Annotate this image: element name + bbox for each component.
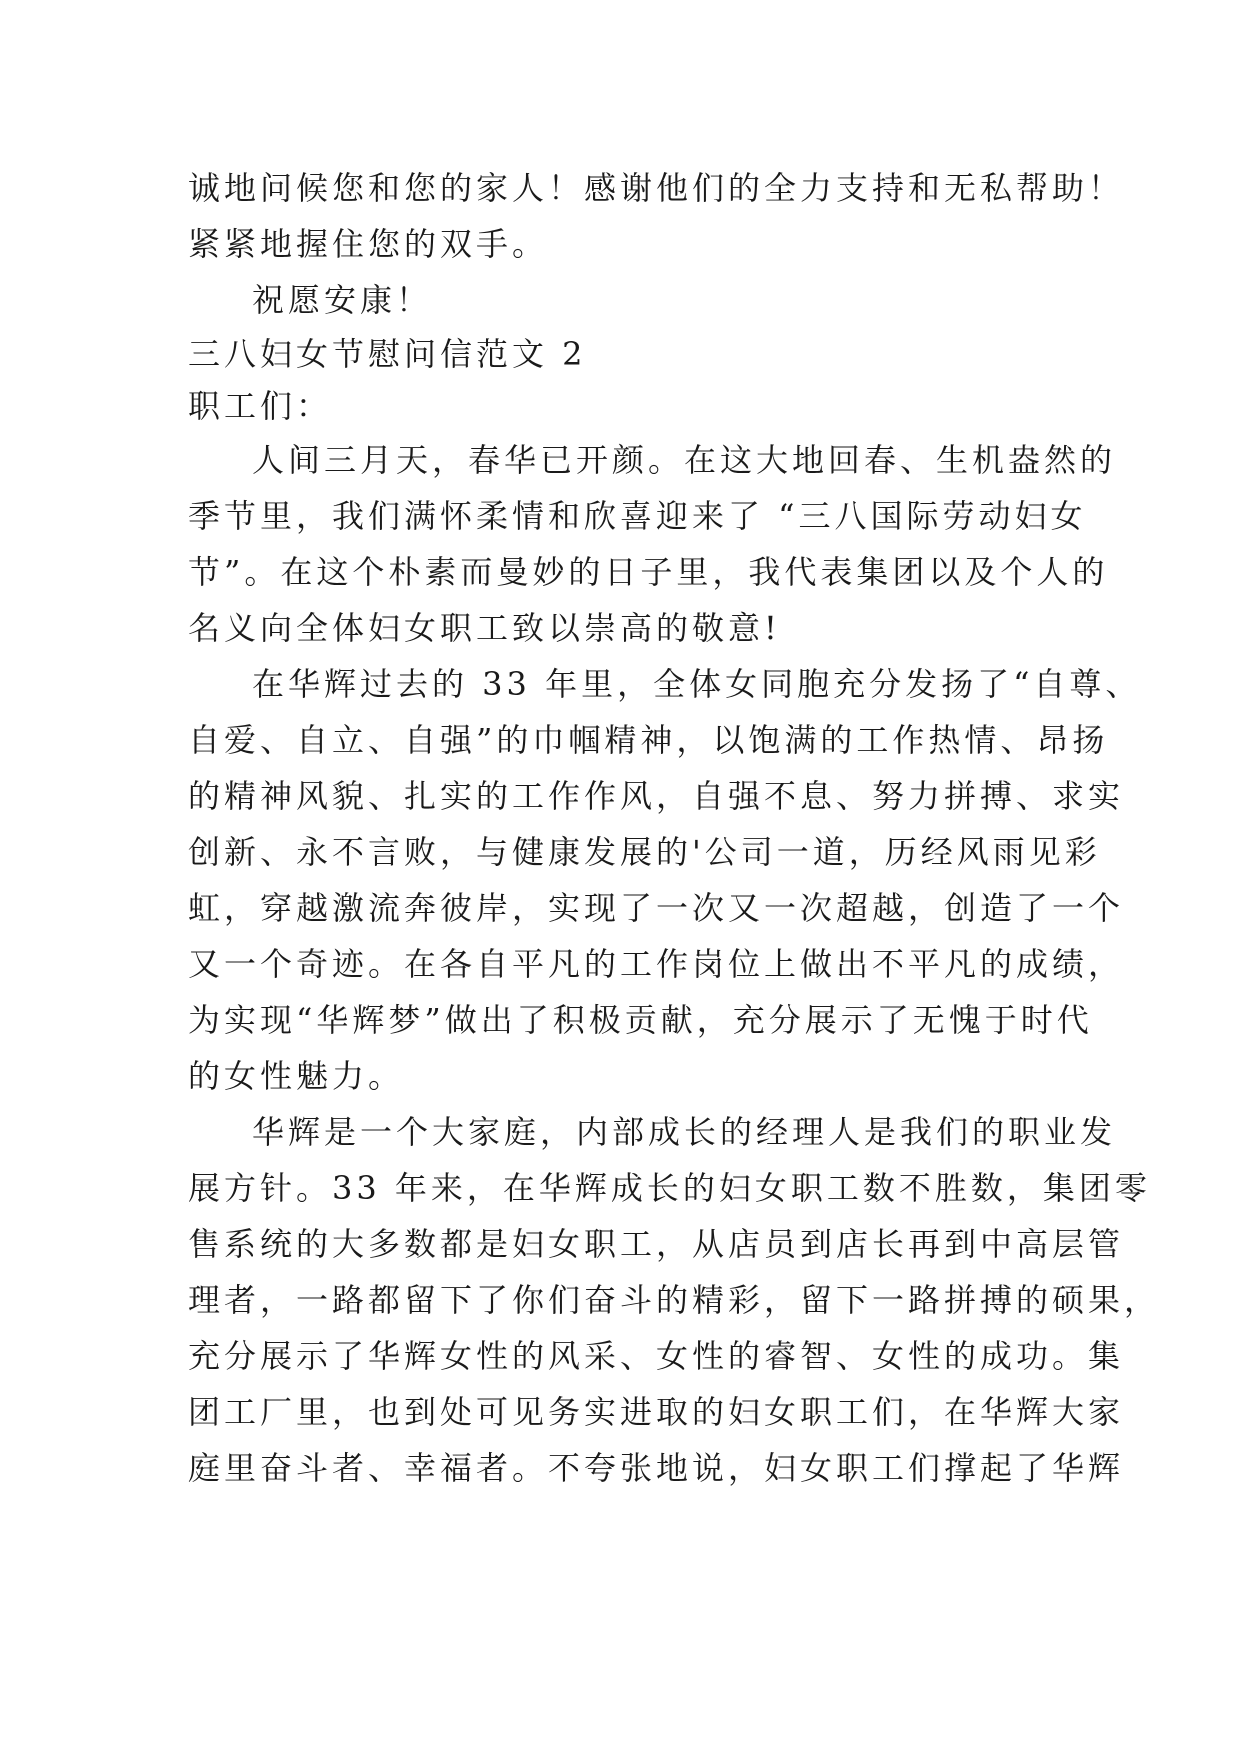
text-line: 名义向全体妇女职工致以崇高的敬意! bbox=[188, 609, 781, 647]
text-line: 充分展示了华辉女性的风采、女性的睿智、女性的成功。集 bbox=[188, 1337, 1125, 1375]
text-line: 节”。在这个朴素而曼妙的日子里，我代表集团以及个人的 bbox=[188, 553, 1109, 591]
section-title: 三八妇女节慰问信范文 2 bbox=[188, 335, 587, 373]
text-line: 季节里，我们满怀柔情和欣喜迎来了 “三八国际劳动妇女 bbox=[188, 497, 1087, 535]
salutation: 职工们： bbox=[188, 387, 333, 425]
text-line: 又一个奇迹。在各自平凡的工作岗位上做出不平凡的成绩， bbox=[188, 945, 1125, 983]
document-page bbox=[188, 160, 1161, 1496]
text-line: 理者，一路都留下了你们奋斗的精彩，留下一路拼搏的硕果， bbox=[188, 1281, 1161, 1319]
text-line: 虹，穿越激流奔彼岸，实现了一次又一次超越，创造了一个 bbox=[188, 889, 1125, 927]
text-line: 庭里奋斗者、幸福者。不夸张地说，妇女职工们撑起了华辉 bbox=[188, 1449, 1125, 1487]
text-line: 华辉是一个大家庭，内部成长的经理人是我们的职业发 bbox=[252, 1113, 1117, 1151]
text-line: 在华辉过去的 33 年里，全体女同胞充分发扬了“自尊、 bbox=[252, 665, 1142, 703]
text-line: 展方针。33 年来，在华辉成长的妇女职工数不胜数，集团零 bbox=[188, 1169, 1151, 1207]
text-line: 的精神风貌、扎实的工作作风，自强不息、努力拼搏、求实 bbox=[188, 777, 1125, 815]
text-line: 为实现“华辉梦”做出了积极贡献，充分展示了无愧于时代 bbox=[188, 1001, 1093, 1039]
text-line: 诚地问候您和您的家人！感谢他们的全力支持和无私帮助！ bbox=[188, 169, 1125, 207]
text-line: 售系统的大多数都是妇女职工，从店员到店长再到中高层管 bbox=[188, 1225, 1125, 1263]
text-line: 紧紧地握住您的双手。 bbox=[188, 225, 549, 263]
closing-wish: 祝愿安康！ bbox=[252, 281, 433, 319]
text-line: 团工厂里，也到处可见务实进取的妇女职工们，在华辉大家 bbox=[188, 1393, 1125, 1431]
text-line: 人间三月天，春华已开颜。在这大地回春、生机盎然的 bbox=[252, 441, 1117, 479]
text-line: 的女性魅力。 bbox=[188, 1057, 405, 1095]
text-line: 创新、永不言败，与健康发展的'公司一道，历经风雨见彩 bbox=[188, 833, 1101, 871]
text-line: 自爱、自立、自强”的巾帼精神，以饱满的工作热情、昂扬 bbox=[188, 721, 1109, 759]
